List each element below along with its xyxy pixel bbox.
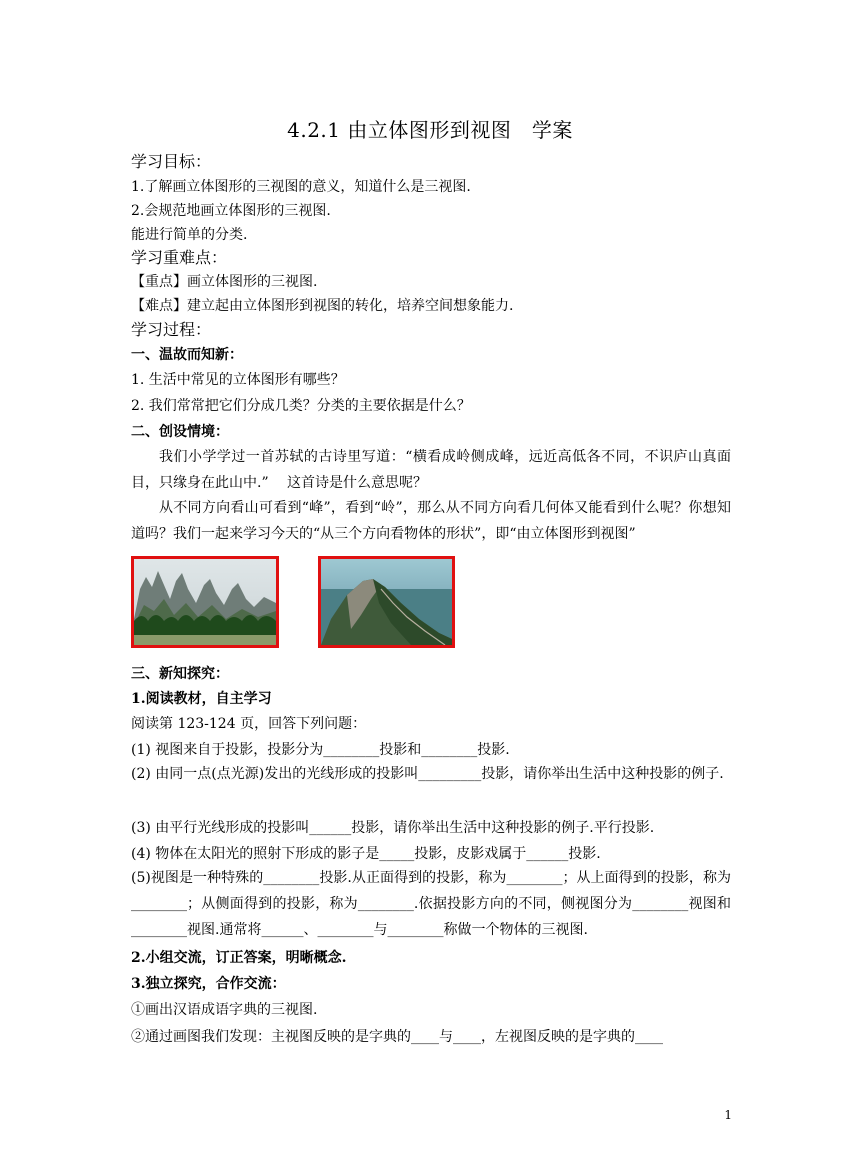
- section-2-heading: 二、创设情境：: [131, 424, 229, 440]
- goal-item-1: 1.了解画立体图形的三视图的意义，知道什么是三视图.: [131, 179, 471, 195]
- section-3-heading: 三、新知探究：: [131, 666, 229, 682]
- process-heading: 学习过程：: [131, 320, 212, 339]
- intro-paragraph: 从不同方向看山可看到“峰”，看到“岭”，那么从不同方向看几何体又能看到什么呢？你想知道吗？我们一起来学习今天的“从三个方向看物体的形状”，即“由立体图形到视图”: [131, 500, 731, 542]
- difficult-point: 【难点】建立起由立体图形到视图的转化，培养空间想象能力.: [131, 298, 514, 314]
- goals-heading: 学习目标：: [131, 152, 212, 171]
- reading-instruction: 阅读第 123-124 页，回答下列问题：: [131, 716, 367, 732]
- question-1: (1) 视图来自于投影，投影分为________投影和________投影.: [131, 742, 510, 758]
- page-title: 4.2.1 由立体图形到视图 学案: [287, 118, 573, 142]
- section-3-subheading-1: 1.阅读教材，自主学习: [131, 691, 272, 707]
- section-1-question-1: 1. 生活中常见的立体图形有哪些？: [131, 372, 345, 388]
- section-3-subheading-2: 2.小组交流，订正答案，明晰概念.: [131, 950, 347, 966]
- karst-mountains-photo: [131, 556, 279, 648]
- karst-mountains-image: [134, 559, 276, 645]
- goal-item-2: 2.会规范地画立体图形的三视图.: [131, 203, 331, 219]
- section-1-question-2: 2. 我们常常把它们分成几类？分类的主要依据是什么？: [131, 398, 471, 414]
- key-points-heading: 学习重难点：: [131, 248, 228, 267]
- key-point: 【重点】画立体图形的三视图.: [131, 274, 318, 290]
- goal-item-3: 能进行简单的分类.: [131, 227, 248, 243]
- mountain-ridge-photo: [318, 556, 455, 648]
- section-3-subheading-3: 3.独立探究，合作交流：: [131, 976, 286, 992]
- question-2: (2) 由同一点(点光源)发出的光线形成的投影叫_________投影，请你举出生活中这种投影的例子.: [131, 766, 724, 782]
- page-number: 1: [724, 1108, 732, 1122]
- question-4: (4) 物体在太阳光的照射下形成的影子是_____投影，皮影戏属于______投影.: [131, 846, 601, 862]
- section-1-heading: 一、温故而知新：: [131, 347, 243, 363]
- mountain-ridge-image: [321, 559, 452, 645]
- poem-paragraph: 我们小学学过一首苏轼的古诗里写道：“横看成岭侧成峰，远近高低各不同，不识庐山真面目，只缘身在此山中.” 这首诗是什么意思呢？: [131, 449, 731, 491]
- exercise-2: ②通过画图我们发现：主视图反映的是字典的____与____，左视图反映的是字典的____: [131, 1029, 663, 1045]
- question-3: (3) 由平行光线形成的投影叫______投影，请你举出生活中这种投影的例子.平行投影.: [131, 820, 655, 836]
- exercise-1: ①画出汉语成语字典的三视图.: [131, 1002, 318, 1018]
- question-5: (5)视图是一种特殊的________投影.从正面得到的投影，称为________；从上面得到的投影，称为________；从侧面得到的投影，称为________.依据投影方向的不同，侧视图分为________视图和________视图.通常将______、________与________称做一个物体的三视图.: [131, 870, 731, 938]
